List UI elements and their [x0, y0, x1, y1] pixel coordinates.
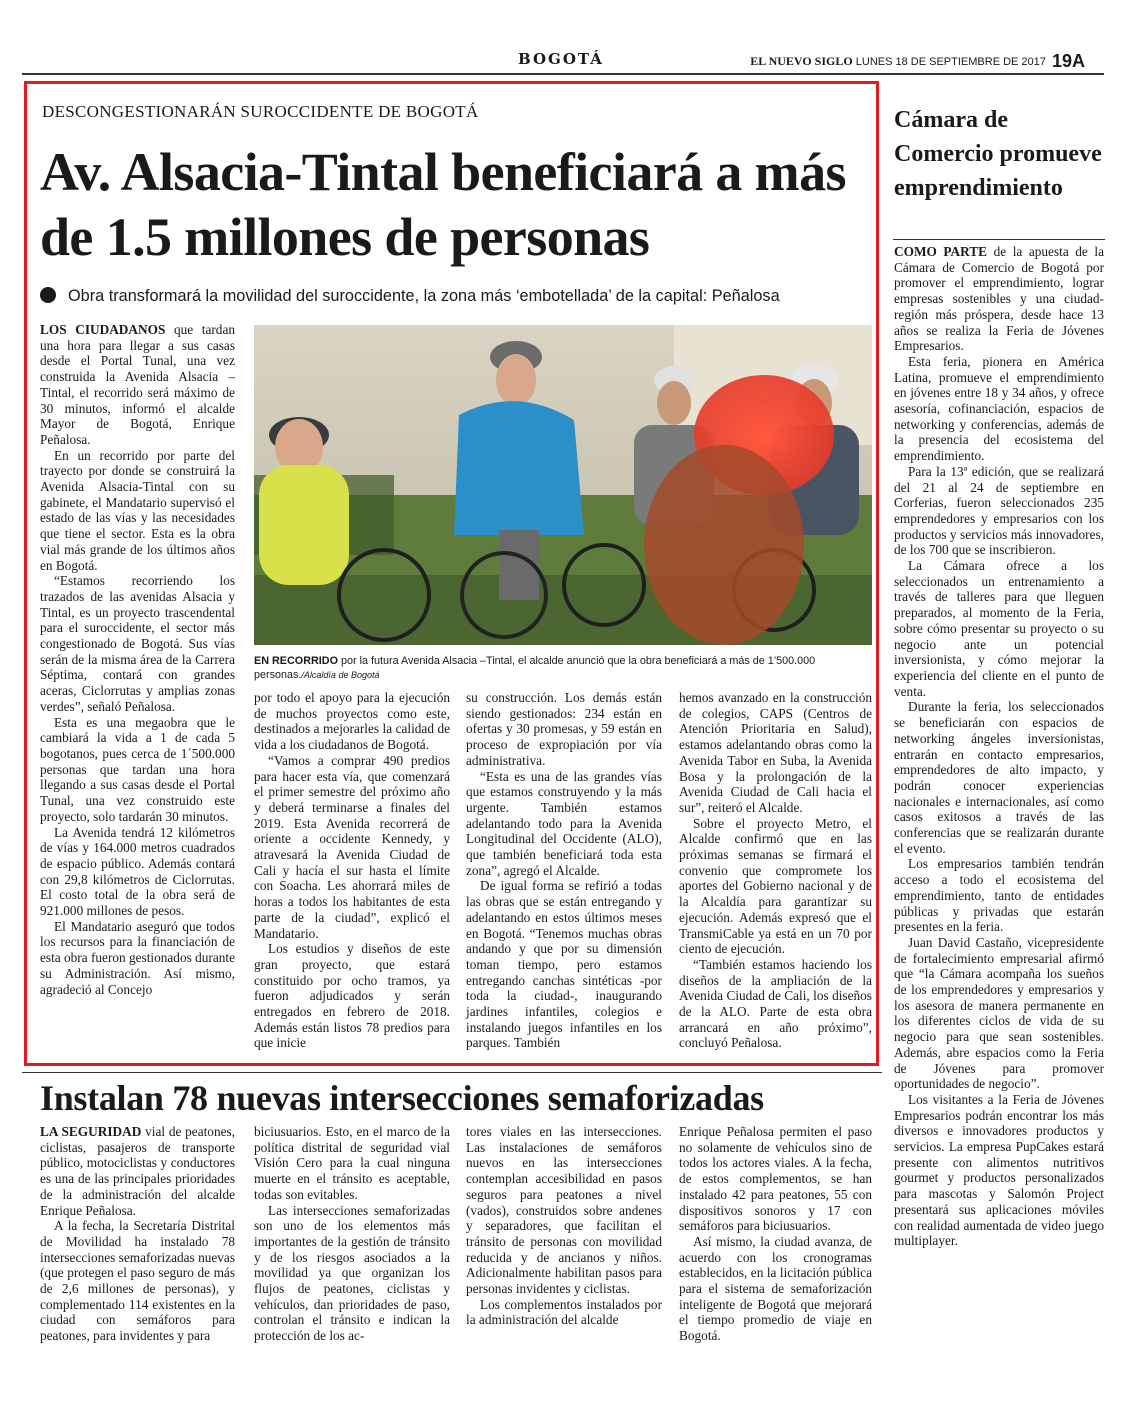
- subheadline-text: Obra transformará la movilidad del suroccidente, la zona más ‘embotellada’ de la capital: Peñalosa: [68, 287, 780, 305]
- article-paragraph: Las intersecciones semaforizadas son uno de los elementos más importantes de la gestión de tránsito y de los riesgos asociados a la movilidad ya que organizan los flujos de peatones, ciclistas y vehículos, dan prioridades de paso, controlan el tránsito e indican la protección de los ac-: [254, 1202, 450, 1344]
- bullet-dot-icon: [40, 287, 56, 303]
- paragraph-text: que tardan una hora para llegar a sus casas desde el Portal Tunal, una vez construida la Avenida Alsacia –Tintal, el recorrido será máximo de 30 minutos, informó el alcalde Mayor de Bogotá, Enrique Peñalosa.: [40, 322, 236, 447]
- bottom-column-4: [679, 1124, 872, 1344]
- article-paragraph: Para la 13ª edición, que se realizará del 21 al 24 de septiembre en Corferias, fueron seleccionados 235 emprendedores y empresarios con los productos y servicios más innovadores, de los 700 que se inscribieron.: [894, 463, 1104, 558]
- bottom-article-rule: [22, 1072, 882, 1073]
- caption-lead: EN RECORRIDO: [254, 655, 338, 667]
- header-rule: [22, 73, 1104, 75]
- cyclists-photo-illustration: [254, 325, 872, 645]
- article-kicker: DESCONGESTIONARÁN SUROCCIDENTE DE BOGOTÁ: [42, 102, 479, 121]
- article-paragraph: Enrique Peñalosa permiten el paso no solamente de vehículos sino de todos los actores viales. A la fecha, de estos complementos, se han instalado 42 para peatones, 55 con dispositivos sonoros y 17 con semáforos para biciusuarios.: [679, 1124, 872, 1234]
- article-paragraph: Los estudios y diseños de este gran proyecto, que estará constituido por ocho tramos, ya fueron adjudicados y serán entregados en febrero de 2018. Además están listos 78 predios para que inicie: [254, 941, 450, 1051]
- article-column-4: [679, 690, 872, 1051]
- article-paragraph: Juan David Castaño, vicepresidente de fortalecimiento empresarial afirmó que “la Cámara acompaña los sueños de los emprendedores y empresarios y los asesora de manera permanente en los diferentes ciclos de vida de su negocio para que sean sostenibles. Además, abre espacios como la Feria de Jóvenes para promover oportunidades de negocio”.: [894, 934, 1104, 1092]
- bottom-column-2: [254, 1124, 450, 1344]
- article-lead-word: COMO PARTE: [894, 244, 988, 259]
- article-subheadline: [40, 287, 875, 306]
- sidebar-headline: Cámara de Comercio promueve emprendimiento: [894, 107, 1102, 201]
- photo-credit: /Alcaldía de Bogotá: [301, 670, 380, 680]
- article-paragraph: En un recorrido por parte del trayecto por donde se construirá la Avenida Alsacia-Tintal con su gabinete, el Mandatario supervisó el estado de las vías y las necesidades que tiene el sector. Esta es la obra vial más grande de los últimos años en Bogotá.: [40, 447, 235, 573]
- article-column-3: [466, 690, 662, 1051]
- article-photo: [254, 325, 872, 645]
- article-paragraph: Los visitantes a la Feria de Jóvenes Empresarios podrán encontrar los más diversos e innovadores productos y servicios. La empresa PupCakes estará presente con alimentos nutritivos gourmet y productos personalizados para mascotas y Salomón Project presentará sus aplicaciones móviles con realidad aumentada de video juego multiplayer.: [894, 1091, 1104, 1249]
- article-paragraph: El Mandatario aseguró que todos los recursos para la financiación de esta obra fueron gestionados durante su Administración. Así mismo, agradeció al Concejo: [40, 918, 235, 997]
- article-paragraph: A la fecha, la Secretaría Distrital de Movilidad ha instalado 78 intersecciones semaforizadas nuevas (que protegen el paso seguro de más de 2,6 millones de personas), y complementado 114 existentes en la ciudad con semáforos para peatones, para invidentes y para: [40, 1218, 235, 1344]
- article-paragraph: tores viales en las intersecciones. Las instalaciones de semáforos nuevos en las intersecciones contemplan accesibilidad en pasos seguros para peatones a nivel (vados), construidos sobre andenes y separadores, que facilitan el tránsito de personas con movilidad reducida y de ancianos y niños. Adicionalmente habilitan pasos para personas invidentes y ciclistas.: [466, 1124, 662, 1297]
- article-paragraph: Esta feria, pionera en América Latina, promueve el emprendimiento en jóvenes entre 18 y 34 años, y ofrece asesoría, cofinanciación, espacios de networking y conferencias, además de la presencia del ecosistema del emprendimiento.: [894, 353, 1104, 464]
- article-paragraph: Esta es una megaobra que le cambiará la vida a 1 de cada 5 bogotanos, pues cerca de 1´500.000 personas que tardan una hora llegando a sus casas desde el Portal Tunal, una vez construido este proyecto, solo tardarán 30 minutos.: [40, 714, 235, 824]
- article-paragraph: “Estamos recorriendo los trazados de las avenidas Alsacia y Tintal, es un proyecto trascendental para el suroccidente, el sector más congestionado de Bogotá. Sus vías serán de la misma área de la Carrera Séptima, contará con grandes aceras, Ciclorrutas y amplias zonas verdes”, señaló Peñalosa.: [40, 573, 235, 714]
- article-paragraph: “Esta es una de las grandes vías que estamos construyendo y la más urgente. También estamos adelantando todo para la Avenida Longitudinal del Occidente (ALO), que también beneficiará toda esta zona”, agregó el Alcalde.: [466, 768, 662, 878]
- article-paragraph: su construcción. Los demás están siendo gestionados: 234 están en ofertas y 30 promesas, y 59 están en proceso de expropiación por vía administrativa.: [466, 690, 662, 768]
- article-lead-word: LOS CIUDADANOS: [40, 322, 166, 337]
- article-paragraph: Sobre el proyecto Metro, el Alcalde confirmó que en las próximas semanas se firmará el convenio que compromete los aportes del Gobierno nacional y de la Alcaldía para garantizar su ejecución. Además expresó que el TransmiCable ya está en un 70 por ciento de ejecución.: [679, 815, 872, 957]
- article-paragraph: Los complementos instalados por la administración del alcalde: [466, 1296, 662, 1328]
- article-paragraph: “Vamos a comprar 490 predios para hacer esta vía, que comenzará el primer semestre del próximo año y deberá terminarse a finales del 2019. Esta Avenida recorrerá de oriente a occidente Kennedy, y atravesará la Avenida Ciudad de Cali y hacía el sur hasta el límite con Soacha. Les ahorrará miles de horas a todos los habitantes de esta parte de la ciudad”, explicó el Mandatario.: [254, 752, 450, 941]
- bottom-column-1: [40, 1124, 235, 1344]
- article-paragraph: [894, 244, 1104, 354]
- bottom-article-headline: Instalan 78 nuevas intersecciones semaforizadas: [40, 1078, 764, 1118]
- issue-date: LUNES 18 DE SEPTIEMBRE DE 2017: [855, 56, 1046, 68]
- article-paragraph: Así mismo, la ciudad avanza, de acuerdo con los cronogramas establecidos, en la licitación pública para el sistema de semaforización inteligente de Bogotá que mejorará el tiempo promedio de viaje en Bogotá.: [679, 1233, 872, 1344]
- article-paragraph: De igual forma se refirió a todas las obras que se están entregando y adelantando en estos últimos meses en Bogotá. “Tenemos muchas obras andando y que por su dimensión toman tiempo, pero estamos entregando canchas sintéticas -por toda la ciudad-, inaugurando jardines infantiles, colegios e instalando juegos infantiles en los parques. También: [466, 878, 662, 1051]
- article-headline: Av. Alsacia-Tintal beneficiará a más de 1.5 millones de personas: [40, 142, 846, 267]
- article-column-1: [40, 322, 235, 997]
- article-paragraph: [40, 322, 235, 448]
- article-column-2: [254, 690, 450, 1051]
- article-paragraph: [40, 1124, 235, 1218]
- sidebar-rule: [893, 239, 1105, 240]
- article-lead-word: LA SEGURIDAD: [40, 1124, 142, 1139]
- paragraph-text: vial de peatones, ciclistas, pasajeros de transporte público, motociclistas y conductores es una de las principales prioridades de la administración del alcalde Enrique Peñalosa.: [40, 1124, 236, 1218]
- article-paragraph: biciusuarios. Esto, en el marco de la política distrital de seguridad vial Visión Cero para la cual ninguna muerte en el tránsito es aceptable, todas son evitables.: [254, 1124, 450, 1202]
- sidebar-column: [894, 244, 1104, 1249]
- masthead-info: [750, 51, 1085, 72]
- article-paragraph: hemos avanzado en la construcción de colegios, CAPS (Centros de Atención Prioritaria en Salud), estamos adelantando obras como la Avenida Tabor en Suba, la Avenida Bosa y la prolongación de la Avenida Ciudad de Cali hacia el sur”, reiteró el Alcalde.: [679, 690, 872, 815]
- paragraph-text: de la apuesta de la Cámara de Comercio de Bogotá por promover el emprendimiento, lograr empresas sostenibles y una ciudad-región más próspera, desde hace 13 años se realiza la Feria de Jóvenes Empresarios.: [894, 244, 1104, 354]
- article-paragraph: “También estamos haciendo los diseños de la ampliación de la Avenida Ciudad de Cali, los diseños de la ALO. Parte de esta obra arrancará en año próximo”, concluyó Peñalosa.: [679, 956, 872, 1051]
- caption-text: por la futura Avenida Alsacia –Tintal, el alcalde anunció que la obra beneficiará a más de 1’500.000 personas.: [254, 655, 816, 681]
- page-number: 19A: [1051, 51, 1085, 71]
- article-paragraph: Los empresarios también tendrán acceso a todo el ecosistema del emprendimiento, tanto de entidades públicas y privadas que estarán presentes en la feria.: [894, 856, 1104, 935]
- article-paragraph: La Cámara ofrece a los seleccionados un entrenamiento a través de talleres para que lleguen preparados, al momento de la Feria, sobre cómo presentar su proyecto o su negocio ante un potencial inversionista, y cómo mejorar la experiencia del cliente en el punto de venta.: [894, 558, 1104, 699]
- newspaper-name: EL NUEVO SIGLO: [750, 54, 853, 68]
- bottom-column-3: [466, 1124, 662, 1328]
- photo-caption: [254, 654, 872, 682]
- article-paragraph: La Avenida tendrá 12 kilómetros de vías y 164.000 metros cuadrados de espacio público. Además contará con 29,8 kilómetros de Ciclorrutas. El costo total de la obra será de 921.000 millones de pesos.: [40, 824, 235, 919]
- section-name: BOGOTÁ: [518, 50, 604, 68]
- article-paragraph: Durante la feria, los seleccionados se beneficiarán con espacios de networking ángeles inversionistas, entrarán en contacto empresarios, emprendedores de alto impacto, y podrán conocer experiencias nacionales e internacionales, así como casos exitosos a través de las conferencias que se realizarán durante el evento.: [894, 699, 1104, 856]
- article-paragraph: por todo el apoyo para la ejecución de muchos proyectos como este, destinados a mejorarles la calidad de vida a los ciudadanos de Bogotá.: [254, 690, 450, 753]
